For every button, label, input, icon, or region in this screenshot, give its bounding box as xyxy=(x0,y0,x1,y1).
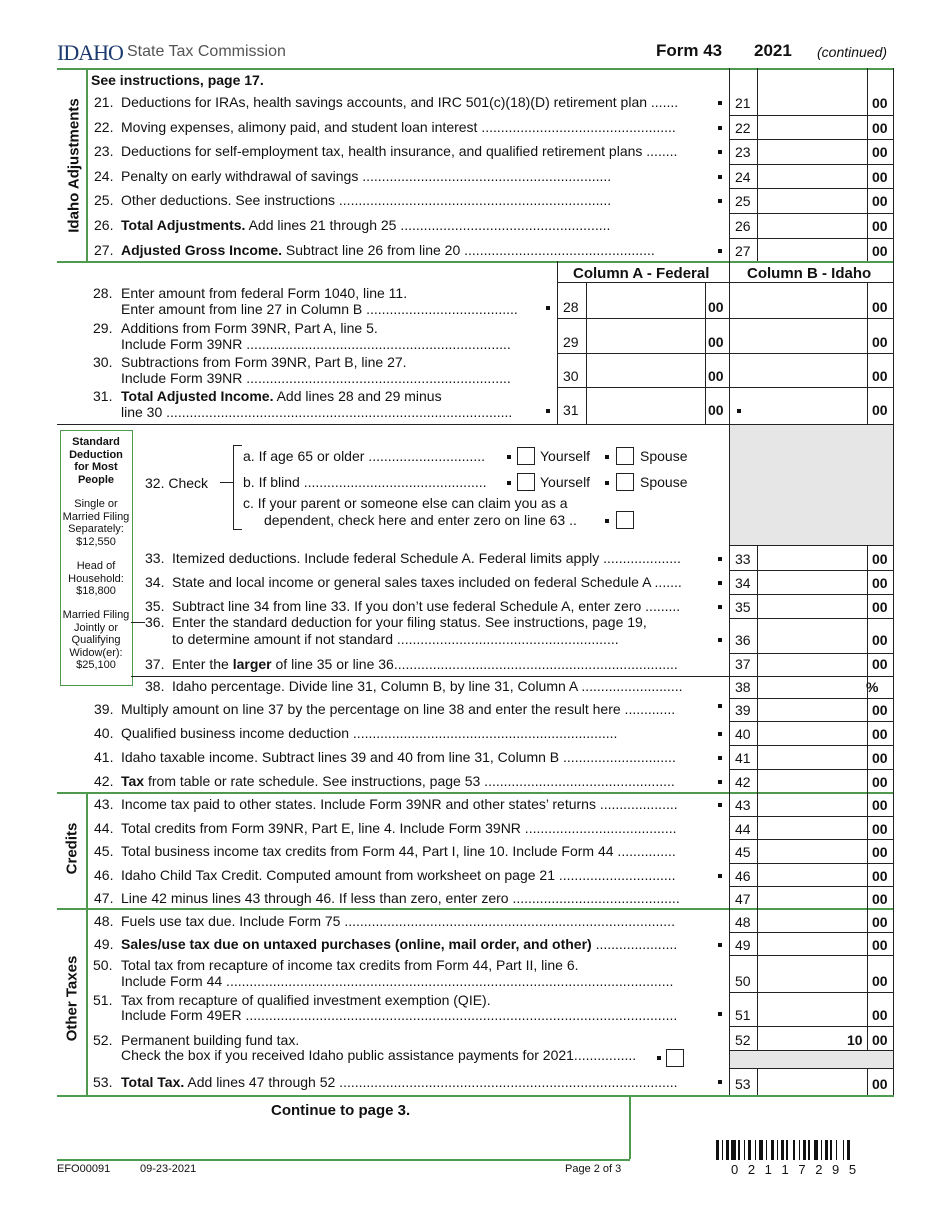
line-29-cents-b: 00 xyxy=(872,334,888,350)
line-37-cents: 00 xyxy=(872,656,888,672)
check32-a-yourself-checkbox[interactable] xyxy=(517,447,535,465)
line-44-number: 44. xyxy=(94,819,114,836)
line-37-box-number: 37 xyxy=(735,656,751,672)
barcode-bar xyxy=(722,1140,724,1160)
line-31-number: 31. xyxy=(93,388,113,404)
row-rule xyxy=(729,839,893,840)
line-30-text-2: Include Form 39NR .................................................................... xyxy=(121,370,511,386)
line-40-cents: 00 xyxy=(872,726,888,742)
line-23-cents: 00 xyxy=(872,144,888,161)
line-30-text-1: Subtractions from Form 39NR, Part B, line 27. xyxy=(121,354,407,370)
line-52-public-assistance-checkbox[interactable] xyxy=(666,1049,684,1067)
line-46-box-number: 46 xyxy=(735,867,751,884)
line-30-box-number: 30 xyxy=(563,368,579,384)
line-28-cents-a: 00 xyxy=(708,299,724,315)
line-39-marker xyxy=(718,704,722,708)
line-25-text: Other deductions. See instructions ...................................................................... xyxy=(121,192,612,209)
line-34-box-number: 34 xyxy=(735,575,751,591)
line-22-number: 22. xyxy=(94,118,114,135)
agency-name: State Tax Commission xyxy=(127,43,286,60)
line-37-text: Enter the larger of line 35 or line 36......................................................................... xyxy=(172,656,678,672)
line-29-number: 29. xyxy=(93,320,113,336)
barcode-bar xyxy=(793,1140,795,1160)
barcode-bar xyxy=(766,1140,768,1160)
barcode-bar xyxy=(843,1140,845,1160)
line-50-text-1: Total tax from recapture of income tax credits from Form 44, Part II, line 6. xyxy=(121,957,579,973)
barcode-bar xyxy=(726,1140,729,1160)
line-28-number: 28. xyxy=(93,285,113,301)
line-50-number: 50. xyxy=(93,957,113,973)
line-38-text: Idaho percentage. Divide line 31, Column B, by line 31, Column A .......................... xyxy=(172,678,683,694)
barcode-bar xyxy=(821,1140,823,1160)
barcode-bar xyxy=(777,1140,779,1160)
line-53-box-number: 53 xyxy=(735,1076,751,1092)
row-rule xyxy=(729,955,893,956)
line-45-cents: 00 xyxy=(872,844,888,860)
line-39-number: 39. xyxy=(94,701,114,717)
check32-a-spouse-label: Spouse xyxy=(640,448,688,464)
check32-a-spouse-checkbox[interactable] xyxy=(616,447,634,465)
std-deduction-title: Standard Deduction for Most People xyxy=(69,436,123,486)
barcode-bar xyxy=(825,1140,828,1160)
line-49-marker xyxy=(718,943,722,947)
continued-label: (continued) xyxy=(817,44,888,60)
line-52-cents: 00 xyxy=(872,1032,888,1048)
line-51-text-1: Tax from recapture of qualified investment exemption (QIE). xyxy=(121,992,491,1008)
line-21-text: Deductions for IRAs, health savings accounts, and IRC 501(c)(18)(D) retirement plan ....... xyxy=(121,94,679,110)
line-25-marker xyxy=(718,199,722,203)
line-44-text: Total credits from Form 39NR, Part E, line 4. Include Form 39NR ....................................... xyxy=(121,819,677,836)
line-42-marker xyxy=(718,780,722,784)
std-deduction-single: Single or Married Filing Separately: $12,550 xyxy=(62,498,130,548)
row-rule xyxy=(729,863,893,864)
line-36-cents: 00 xyxy=(872,632,888,648)
line-25-cents: 00 xyxy=(872,193,888,210)
line-44-box-number: 44 xyxy=(735,820,751,837)
line-50-text-2: Include Form 44 ................................................................................................................... xyxy=(121,973,674,989)
line-47-text: Line 42 minus lines 43 through 46. If less than zero, enter zero ........................................... xyxy=(121,890,680,906)
row-rule xyxy=(729,816,893,817)
line-42-number: 42. xyxy=(94,773,114,789)
line-41-box-number: 41 xyxy=(735,750,751,766)
line-37-number: 37. xyxy=(145,656,165,672)
line-45-text: Total business income tax credits from Form 44, Part I, line 10. Include Form 44 ............... xyxy=(121,843,676,859)
row-rule xyxy=(557,387,893,388)
line-23-text: Deductions for self-employment tax, health insurance, and qualified retirement plans ........ xyxy=(121,143,678,160)
line-48-cents: 00 xyxy=(872,914,888,930)
line-35-cents: 00 xyxy=(872,599,888,615)
line-28-text-1: Enter amount from federal Form 1040, line 11. xyxy=(121,285,408,301)
line-36-text-1: Enter the standard deduction for your filing status. See instructions, page 19, xyxy=(172,614,647,630)
line-25-number: 25. xyxy=(94,192,114,209)
check32-b-text: b. If blind ............................................... xyxy=(243,474,487,490)
line-31-box-number: 31 xyxy=(563,402,579,418)
line-31-text-1: Total Adjusted Income. Add lines 28 and 29 minus xyxy=(121,388,442,404)
continue-message: Continue to page 3. xyxy=(271,1102,411,1119)
row-rule xyxy=(729,769,893,770)
line-27-number: 27. xyxy=(94,241,114,258)
line-46-cents: 00 xyxy=(872,867,888,884)
line-46-marker xyxy=(718,874,722,878)
line-40-marker xyxy=(718,732,722,736)
barcode-bar xyxy=(744,1140,746,1160)
line-36-box-number: 36 xyxy=(735,632,751,648)
line-39-box-number: 39 xyxy=(735,702,751,718)
barcode-bar xyxy=(716,1140,719,1160)
line-48-number: 48. xyxy=(94,913,114,929)
line-41-number: 41. xyxy=(94,749,114,765)
line-52-text-2: Check the box if you received Idaho public assistance payments for 2021................ xyxy=(121,1047,637,1063)
line-22-box-number: 22 xyxy=(735,119,751,136)
line-31-cents-b: 00 xyxy=(872,402,888,418)
barcode-bar xyxy=(781,1140,784,1160)
row-rule xyxy=(557,318,893,319)
line-52-box-number: 52 xyxy=(735,1032,751,1048)
line-52-text-1: Permanent building fund tax. xyxy=(121,1032,300,1048)
line-53-text: Total Tax. Add lines 47 through 52 ....................................................................................... xyxy=(121,1074,678,1090)
line-46-number: 46. xyxy=(94,866,114,883)
barcode-bar xyxy=(755,1140,757,1160)
line-50-box-number: 50 xyxy=(735,973,751,989)
barcode-bar xyxy=(786,1140,788,1160)
row-rule xyxy=(729,886,893,887)
line-23-marker xyxy=(718,150,722,154)
line-29-box-number: 29 xyxy=(563,334,579,350)
line-21-cents: 00 xyxy=(872,95,888,111)
line-40-number: 40. xyxy=(94,725,114,741)
line-23-box-number: 23 xyxy=(735,144,751,161)
line-49-text: Sales/use tax due on untaxed purchases (online, mail order, and other) ..................... xyxy=(121,936,678,952)
form-number: Form 43 xyxy=(656,41,723,60)
line-24-text: Penalty on early withdrawal of savings ................................................................ xyxy=(121,167,612,184)
line-27-box-number: 27 xyxy=(735,242,751,259)
row-rule xyxy=(729,164,893,165)
line-34-text: State and local income or general sales taxes included on federal Schedule A ....... xyxy=(172,574,682,590)
barcode-bar xyxy=(738,1140,740,1160)
check32-b-yourself-label: Yourself xyxy=(540,474,591,490)
line-35-marker xyxy=(718,605,722,609)
line-22-cents: 00 xyxy=(872,119,888,136)
line-43-cents: 00 xyxy=(872,797,888,813)
line-48-text: Fuels use tax due. Include Form 75 ..................................................................................... xyxy=(121,913,675,929)
line-31b-marker xyxy=(737,409,741,413)
barcode-bar xyxy=(830,1140,832,1160)
side-label-other-taxes: Other Taxes xyxy=(63,955,81,1042)
line-52-number: 52. xyxy=(93,1032,113,1048)
line-41-marker xyxy=(718,756,722,760)
barcode-bar xyxy=(808,1140,810,1160)
line-28-text-2: Enter amount from line 27 in Column B ....................................... xyxy=(121,301,518,317)
row-rule xyxy=(729,188,893,189)
line-33-marker xyxy=(718,557,722,561)
line-38-box-number: 38 xyxy=(735,679,751,695)
line-31-text-2: line 30 ......................................................................................... xyxy=(121,404,513,420)
std-deduction-mfj: Married Filing Jointly or Qualifying Widow(er): $25,100 xyxy=(62,609,130,671)
check32-c-text-1: c. If your parent or someone else can claim you as a xyxy=(243,495,568,511)
check32-c-dependent-checkbox[interactable] xyxy=(616,511,634,529)
line-45-box-number: 45 xyxy=(735,844,751,860)
line-42-box-number: 42 xyxy=(735,774,751,790)
footer-date: 09-23-2021 xyxy=(140,1163,197,1175)
column-a-header: Column A - Federal xyxy=(573,265,710,282)
side-label-adjustments: Idaho Adjustments xyxy=(65,98,83,233)
row-rule xyxy=(729,213,893,214)
line-53-cents: 00 xyxy=(872,1076,888,1092)
line-30-number: 30. xyxy=(93,354,113,370)
barcode xyxy=(716,1140,892,1160)
barcode-bar xyxy=(836,1140,838,1160)
line-22-marker xyxy=(718,126,722,130)
check32-b-yourself-checkbox[interactable] xyxy=(517,473,535,491)
line-46-text: Idaho Child Tax Credit. Computed amount from worksheet on page 21 .............................. xyxy=(121,866,676,883)
line-29-cents-a: 00 xyxy=(708,334,724,350)
line-27-cents: 00 xyxy=(872,242,888,259)
line-50-cents: 00 xyxy=(872,973,888,989)
check32-b-spouse-checkbox[interactable] xyxy=(616,473,634,491)
line-33-cents: 00 xyxy=(872,551,888,567)
column-b-header: Column B - Idaho xyxy=(747,265,872,282)
line-36-number: 36. xyxy=(145,614,165,630)
line-30-cents-b: 00 xyxy=(872,368,888,384)
line-31-marker xyxy=(546,409,550,413)
line-53-number: 53. xyxy=(93,1074,113,1090)
check32-label: 32. Check xyxy=(145,475,209,491)
barcode-bar xyxy=(759,1140,764,1160)
line-35-number: 35. xyxy=(145,598,165,614)
row-rule xyxy=(729,238,893,239)
agency-logo: IDAHO xyxy=(57,40,123,65)
row-rule xyxy=(729,618,893,619)
footer-code: EFO00091 xyxy=(57,1163,111,1175)
line-23-number: 23. xyxy=(94,143,114,160)
form-year: 2021 xyxy=(754,41,792,60)
line-26-box-number: 26 xyxy=(735,218,751,234)
line-45-number: 45. xyxy=(94,843,114,859)
line-27-marker xyxy=(718,249,722,253)
line-29-text-1: Additions from Form 39NR, Part A, line 5. xyxy=(121,320,378,336)
line-34-cents: 00 xyxy=(872,575,888,591)
barcode-bar xyxy=(814,1140,819,1160)
line-21-box-number: 21 xyxy=(735,95,751,111)
line-26-text: Total Adjustments. Add lines 21 through 25 ...................................................... xyxy=(121,217,611,233)
line-36-text-2: to determine amount if not standard ......................................................... xyxy=(172,631,619,647)
line-27-text: Adjusted Gross Income. Subtract line 26 from line 20 ................................................. xyxy=(121,241,655,258)
row-rule xyxy=(729,932,893,933)
line-38-number: 38. xyxy=(145,678,165,694)
line-35-box-number: 35 xyxy=(735,599,751,615)
row-rule xyxy=(729,115,893,116)
line-43-box-number: 43 xyxy=(735,797,751,813)
line-24-number: 24. xyxy=(94,167,114,184)
line-41-text: Idaho taxable income. Subtract lines 39 and 40 from line 31, Column B ............................. xyxy=(121,749,676,765)
line-47-box-number: 47 xyxy=(735,891,751,907)
row-rule xyxy=(729,594,893,595)
line-26-number: 26. xyxy=(94,217,114,233)
line-49-cents: 00 xyxy=(872,937,888,953)
line-51-number: 51. xyxy=(93,992,113,1008)
row-rule xyxy=(557,353,893,354)
barcode-bar xyxy=(731,1140,736,1160)
barcode-bar xyxy=(799,1140,801,1160)
line-41-cents: 00 xyxy=(872,750,888,766)
line-49-number: 49. xyxy=(94,936,114,952)
line-40-box-number: 40 xyxy=(735,726,751,742)
line-44-cents: 00 xyxy=(872,820,888,837)
line-48-box-number: 48 xyxy=(735,914,751,930)
barcode-bar xyxy=(803,1140,806,1160)
row-rule xyxy=(729,139,893,140)
barcode-bar xyxy=(748,1140,751,1160)
line-24-marker xyxy=(718,175,722,179)
line-43-number: 43. xyxy=(94,796,114,812)
line-51-box-number: 51 xyxy=(735,1007,751,1023)
line-52-amount: 10 xyxy=(847,1032,863,1048)
line-43-marker xyxy=(718,803,722,807)
line-33-number: 33. xyxy=(145,550,165,566)
line-40-text: Qualified business income deduction .................................................................... xyxy=(121,725,618,741)
line-38-percent: % xyxy=(866,679,879,695)
line-28-cents-b: 00 xyxy=(872,299,888,315)
line-24-cents: 00 xyxy=(872,168,888,185)
check32-a-text: a. If age 65 or older .............................. xyxy=(243,448,485,464)
line-29-text-2: Include Form 39NR .................................................................... xyxy=(121,336,511,352)
adjustments-intro: See instructions, page 17. xyxy=(91,72,264,88)
line-24-box-number: 24 xyxy=(735,168,751,185)
row-rule xyxy=(729,745,893,746)
line-51-text-2: Include Form 49ER ............................................................................................................... xyxy=(121,1007,678,1023)
check32-c-text-2: dependent, check here and enter zero on line 63 .. xyxy=(264,512,577,528)
check32-b-spouse-label: Spouse xyxy=(640,474,688,490)
line-34-number: 34. xyxy=(145,574,165,590)
line-49-box-number: 49 xyxy=(735,937,751,953)
line-51-cents: 00 xyxy=(872,1007,888,1023)
line-34-marker xyxy=(718,581,722,585)
side-label-credits: Credits xyxy=(63,822,81,875)
check32-a-yourself-label: Yourself xyxy=(540,448,591,464)
line-47-number: 47. xyxy=(94,890,114,906)
line-26-cents: 00 xyxy=(872,218,888,234)
barcode-bar xyxy=(771,1140,774,1160)
line-31-cents-a: 00 xyxy=(708,402,724,418)
line-39-text: Multiply amount on line 37 by the percentage on line 38 and enter the result here ............. xyxy=(121,701,676,717)
row-rule xyxy=(729,570,893,571)
line-42-cents: 00 xyxy=(872,774,888,790)
line-21-marker xyxy=(718,101,722,105)
line-25-box-number: 25 xyxy=(735,193,751,210)
line-30-cents-a: 00 xyxy=(708,368,724,384)
line-21-number: 21. xyxy=(94,94,114,110)
line-33-box-number: 33 xyxy=(735,551,751,567)
line-42-text: Tax from table or rate schedule. See instructions, page 53 ................................................. xyxy=(121,773,675,789)
line-43-text: Income tax paid to other states. Include Form 39NR and other states’ returns .................... xyxy=(121,796,678,812)
barcode-bar xyxy=(847,1140,850,1160)
barcode-digits: 0 2 1 1 7 2 9 5 xyxy=(731,1162,860,1177)
line-35-text: Subtract line 34 from line 33. If you don’t use federal Schedule A, enter zero ......... xyxy=(172,598,681,614)
line-33-text: Itemized deductions. Include federal Schedule A. Federal limits apply .................... xyxy=(172,550,681,566)
line-22-text: Moving expenses, alimony paid, and student loan interest .................................................. xyxy=(121,118,676,135)
line-28-box-number: 28 xyxy=(563,299,579,315)
std-deduction-hoh: Head of Household: $18,800 xyxy=(68,560,124,597)
line-28-marker xyxy=(546,306,550,310)
row-rule xyxy=(729,721,893,722)
line-39-cents: 00 xyxy=(872,702,888,718)
footer-page: Page 2 of 3 xyxy=(565,1163,622,1175)
line-47-cents: 00 xyxy=(872,891,888,907)
